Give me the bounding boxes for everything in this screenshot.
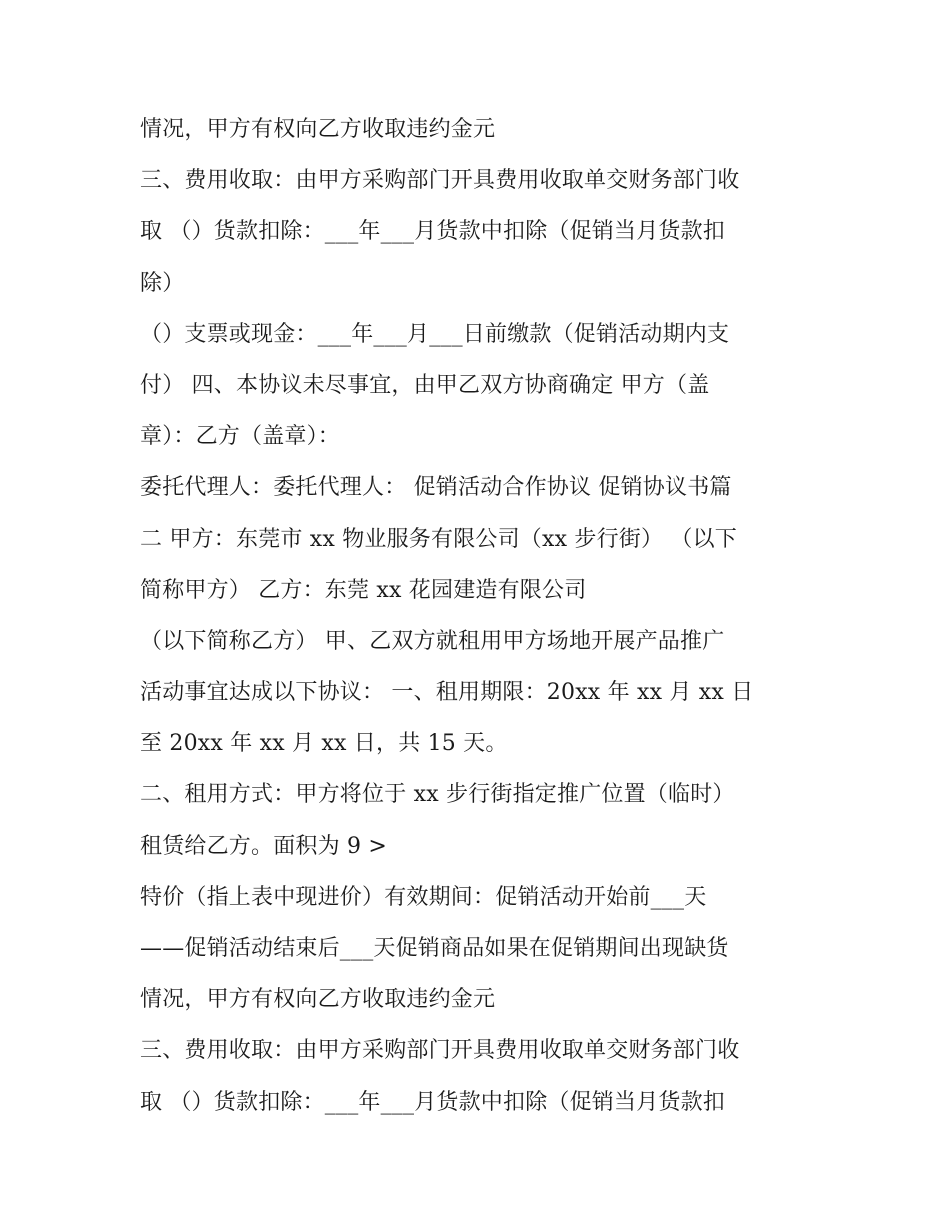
text-line: 租赁给乙方。面积为 9 > — [140, 833, 388, 859]
text-line: （）支票或现金：___年___月___日前缴款（促销活动期内支 — [140, 321, 730, 347]
text-line: 简称甲方） 乙方：东莞 xx 花园建造有限公司 — [140, 577, 587, 603]
text-line: 章）：乙方（盖章）： — [140, 424, 341, 450]
text-line: 活动事宜达成以下协议： 一、租用期限：20xx 年 xx 月 xx 日 — [140, 680, 754, 706]
text-line: 付） 四、本协议未尽事宜，由甲乙双方协商确定 甲方（盖 — [140, 372, 710, 398]
text-line: 三、费用收取：由甲方采购部门开具费用收取单交财务部门收 — [140, 168, 740, 194]
text-line: 特价（指上表中现进价）有效期间：促销活动开始前___天 — [140, 884, 707, 910]
text-line: 委托代理人：委托代理人： 促销活动合作协议 促销协议书篇 — [140, 475, 732, 501]
text-line: 除） — [140, 270, 185, 296]
text-line: 三、费用收取：由甲方采购部门开具费用收取单交财务部门收 — [140, 1038, 740, 1064]
text-line: 情况，甲方有权向乙方收取违约金元 — [140, 987, 496, 1013]
text-line: 至 20xx 年 xx 月 xx 日，共 15 天。 — [140, 731, 508, 757]
text-line: 情况，甲方有权向乙方收取违约金元 — [140, 117, 496, 142]
text-line: ——促销活动结束后___天促销商品如果在促销期间出现缺货 — [140, 936, 729, 961]
document-body — [140, 104, 830, 1128]
text-line: （以下简称乙方） 甲、乙双方就租用甲方场地开展产品推广 — [140, 628, 725, 654]
text-line: 取 （）货款扣除：___年___月货款中扣除（促销当月货款扣 — [140, 219, 725, 245]
text-line: 二、租用方式：甲方将位于 xx 步行街指定推广位置（临时） — [140, 782, 735, 808]
text-line: 取 （）货款扣除：___年___月货款中扣除（促销当月货款扣 — [140, 1089, 725, 1115]
text-line: 二 甲方：东莞市 xx 物业服务有限公司（xx 步行街） （以下 — [140, 526, 737, 552]
